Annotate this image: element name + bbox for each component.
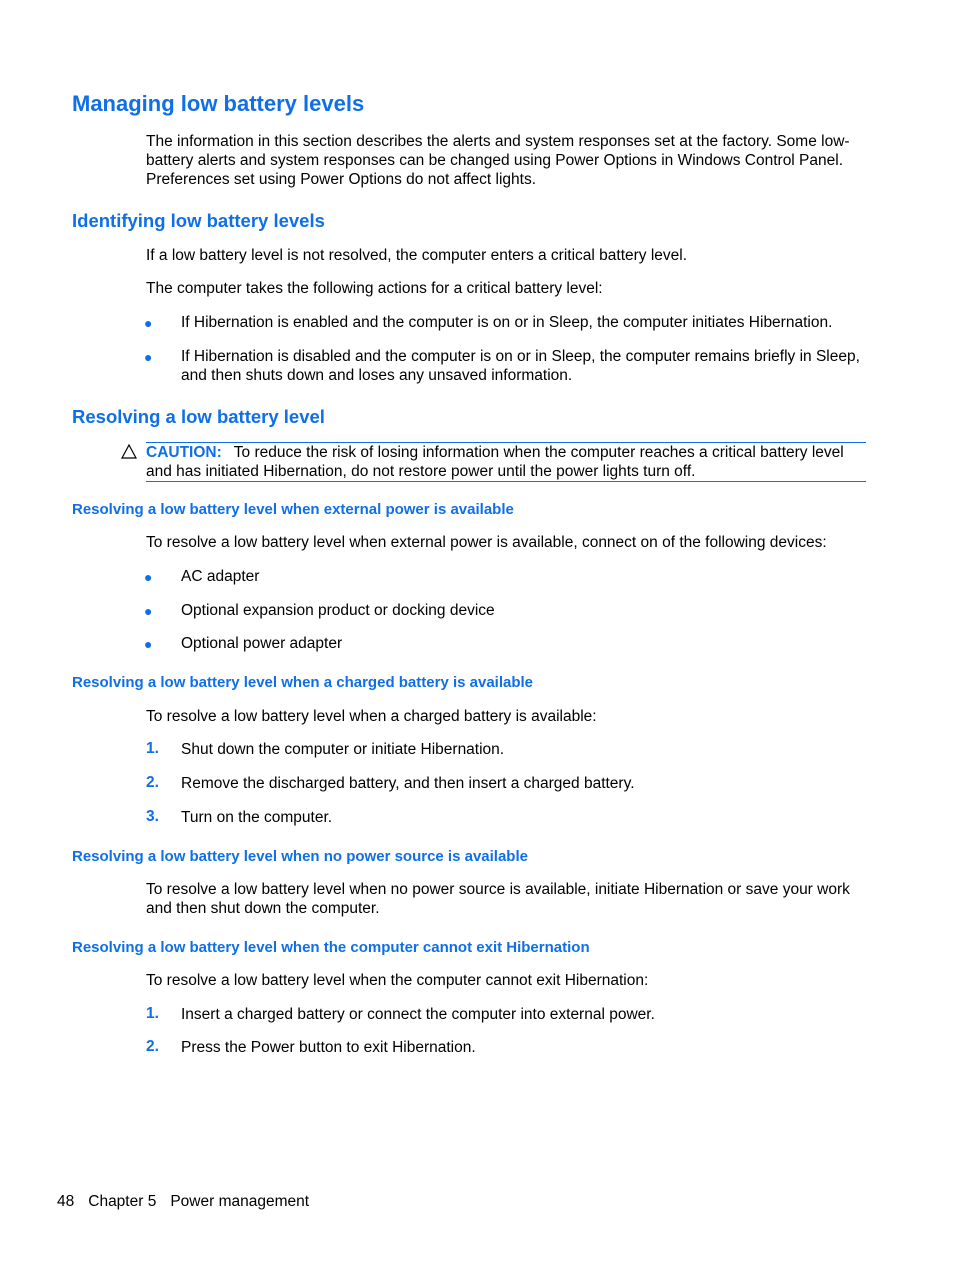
step-number: 2. <box>146 1038 159 1055</box>
step-item: Remove the discharged battery, and then insert a charged battery. <box>181 775 635 792</box>
heading-external-power: Resolving a low battery level when external power is available <box>72 501 514 518</box>
nopower-paragraph: To resolve a low battery level when no power source is available, initiate Hibernation or save your work and then shut down the computer. <box>146 881 850 917</box>
bullet-dot-icon: ● <box>144 603 153 619</box>
identifying-paragraph-1: If a low battery level is not resolved, the computer enters a critical battery level. <box>146 247 688 264</box>
step-number: 2. <box>146 774 159 791</box>
step-item: Insert a charged battery or connect the computer into external power. <box>181 1006 655 1023</box>
step-number: 3. <box>146 808 159 825</box>
page-title: Managing low battery levels <box>72 91 365 116</box>
step-number: 1. <box>146 1005 159 1022</box>
step-number: 1. <box>146 740 159 757</box>
hibernation-paragraph: To resolve a low battery level when the computer cannot exit Hibernation: <box>146 972 649 989</box>
list-item: If Hibernation is disabled and the computer is on or in Sleep, the computer remains briefly in Sleep, and then shuts down and loses any unsaved information. <box>181 348 860 384</box>
external-paragraph: To resolve a low battery level when external power is available, connect on of the following devices: <box>146 534 827 551</box>
chapter-label: Chapter 5 <box>88 1193 157 1210</box>
bullet-dot-icon: ● <box>144 636 153 652</box>
step-item: Press the Power button to exit Hibernation. <box>181 1039 476 1056</box>
list-item: Optional power adapter <box>181 635 343 652</box>
identifying-paragraph-2: The computer takes the following actions for a critical battery level: <box>146 280 603 297</box>
heading-no-power: Resolving a low battery level when no power source is available <box>72 848 528 865</box>
page-footer <box>57 1193 323 1211</box>
intro-paragraph: The information in this section describes the alerts and system responses set at the factory. Some low-battery alerts and system responses can be changed using Power Options in Windows Control Panel. Preferences set using Power Options do not affect lights. <box>146 133 850 188</box>
caution-text: To reduce the risk of losing information when the computer reaches a critical battery level and has initiated Hibernation, do not restore power until the power lights turn off. <box>146 444 844 480</box>
heading-charged-battery: Resolving a low battery level when a charged battery is available <box>72 674 534 691</box>
page-number: 48 <box>57 1193 75 1210</box>
bullet-dot-icon: ● <box>144 349 153 365</box>
list-item: If Hibernation is enabled and the computer is on or in Sleep, the computer initiates Hibernation. <box>181 314 833 331</box>
caution-label: CAUTION: <box>146 444 222 461</box>
step-item: Turn on the computer. <box>181 809 333 826</box>
heading-resolving: Resolving a low battery level <box>72 406 325 427</box>
chapter-title: Power management <box>170 1193 310 1210</box>
bullet-dot-icon: ● <box>144 569 153 585</box>
bullet-dot-icon: ● <box>144 315 153 331</box>
caution-note <box>146 443 866 481</box>
list-item: AC adapter <box>181 568 260 585</box>
warning-triangle-icon <box>121 444 137 464</box>
step-item: Shut down the computer or initiate Hibernation. <box>181 741 505 758</box>
list-item: Optional expansion product or docking device <box>181 602 495 619</box>
charged-paragraph: To resolve a low battery level when a charged battery is available: <box>146 708 597 725</box>
heading-cannot-exit-hibernation: Resolving a low battery level when the computer cannot exit Hibernation <box>72 939 590 956</box>
heading-identifying: Identifying low battery levels <box>72 210 325 231</box>
